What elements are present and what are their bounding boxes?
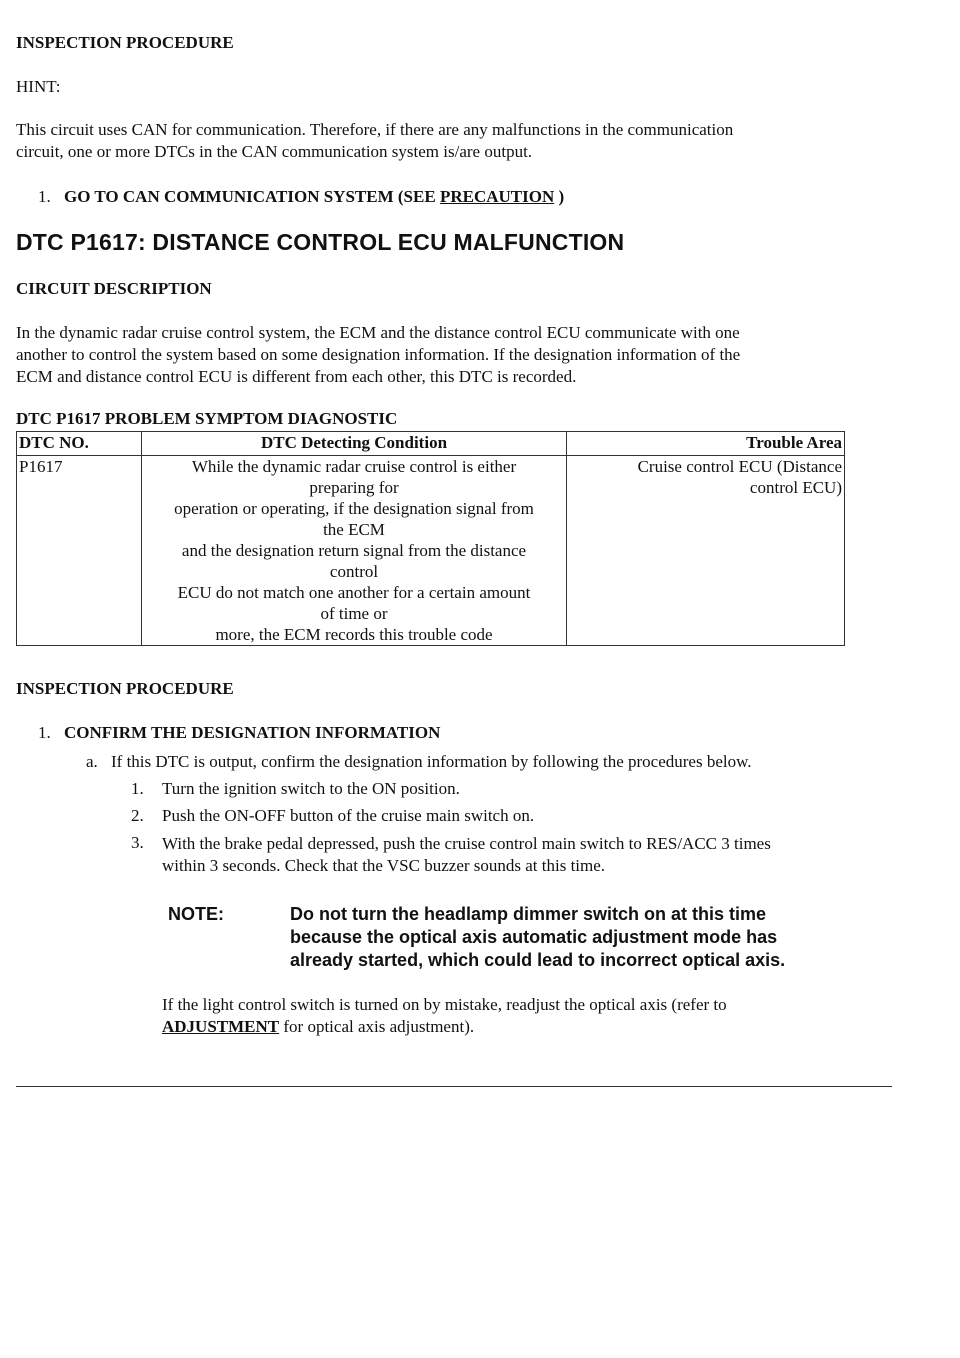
circuit-description-text — [16, 322, 740, 388]
condition-line: control — [329, 562, 379, 581]
circuit-description-heading: CIRCUIT DESCRIPTION — [16, 279, 212, 298]
trouble-area-line: Cruise control ECU (Distance — [637, 457, 842, 476]
step-suffix: ) — [554, 187, 565, 206]
condition-line: preparing for — [309, 478, 399, 497]
step-text: GO TO CAN COMMUNICATION SYSTEM (SEE — [64, 187, 440, 206]
list-item-number: 2. — [131, 806, 144, 825]
cell-detecting-condition — [142, 456, 567, 646]
step-go-to-can — [64, 187, 564, 207]
circuit-text-line: another to control the system based on some designation information. If the designation information of the — [16, 345, 741, 364]
header-trouble-area: Trouble Area — [567, 432, 845, 456]
inspection-procedure-heading: INSPECTION PROCEDURE — [16, 33, 234, 52]
circuit-text-line: ECM and distance control ECU is different from each other, this DTC is recorded. — [16, 367, 577, 386]
condition-line: more, the ECM records this trouble code — [215, 625, 493, 644]
after-note-text — [162, 994, 727, 1038]
condition-line: of time or — [320, 604, 388, 623]
condition-line: the ECM — [323, 520, 385, 539]
condition-line: While the dynamic radar cruise control is either — [191, 457, 517, 476]
list-item: Turn the ignition switch to the ON position. — [162, 779, 460, 798]
after-note-line-2 — [162, 1016, 727, 1038]
step-confirm-designation: CONFIRM THE DESIGNATION INFORMATION — [64, 723, 441, 742]
after-note-line: If the light control switch is turned on by mistake, readjust the optical axis (refer to — [162, 995, 727, 1014]
sub-step-a-label: a. — [86, 752, 98, 771]
precaution-link[interactable]: PRECAUTION — [439, 187, 555, 206]
note-line: because the optical axis automatic adjustment mode has — [290, 927, 778, 947]
table-header-row — [17, 432, 845, 456]
sub-step-a-text: If this DTC is output, confirm the designation information by following the procedures below. — [111, 752, 752, 771]
header-dtc-no: DTC NO. — [17, 432, 142, 456]
note-line: already started, which could lead to incorrect optical axis. — [290, 950, 786, 970]
bottom-divider — [16, 1086, 892, 1087]
condition-line: operation or operating, if the designation signal from — [174, 499, 534, 518]
adjustment-link[interactable]: ADJUSTMENT — [162, 1017, 280, 1036]
hint-text-line: circuit, one or more DTCs in the CAN communication system is/are output. — [16, 142, 533, 161]
dtc-table — [16, 431, 845, 646]
after-note-suffix: for optical axis adjustment). — [279, 1017, 475, 1036]
step-number: 1. — [38, 187, 51, 206]
note-label: NOTE: — [168, 904, 224, 924]
hint-label: HINT: — [16, 77, 61, 96]
hint-text — [16, 119, 733, 163]
list-item-number: 3. — [131, 833, 144, 852]
cell-dtc-no: P1617 — [17, 456, 142, 646]
inspection-procedure-heading-2: INSPECTION PROCEDURE — [16, 679, 234, 698]
list-item — [162, 833, 771, 877]
hint-text-line: This circuit uses CAN for communication. Therefore, if there are any malfunctions in the communication — [16, 120, 734, 139]
circuit-text-line: In the dynamic radar cruise control system, the ECM and the distance control ECU communicate with one — [16, 323, 740, 342]
list-item-line: With the brake pedal depressed, push the cruise control main switch to RES/ACC 3 times — [162, 834, 771, 853]
trouble-area-line: control ECU) — [749, 478, 842, 497]
list-item-number: 1. — [131, 779, 144, 798]
step-number-2: 1. — [38, 723, 51, 742]
dtc-title: DTC P1617: DISTANCE CONTROL ECU MALFUNCTION — [16, 229, 625, 255]
cell-trouble-area — [567, 456, 845, 646]
condition-line: ECU do not match one another for a certain amount — [177, 583, 531, 602]
list-item-line: within 3 seconds. Check that the VSC buzzer sounds at this time. — [162, 856, 606, 875]
condition-line: and the designation return signal from the distance — [181, 541, 527, 560]
table-caption: DTC P1617 PROBLEM SYMPTOM DIAGNOSTIC — [16, 409, 398, 428]
list-item: Push the ON-OFF button of the cruise main switch on. — [162, 806, 535, 825]
table-row — [17, 456, 845, 646]
header-detecting-condition: DTC Detecting Condition — [142, 432, 567, 456]
note-text — [290, 903, 785, 972]
note-line: Do not turn the headlamp dimmer switch on at this time — [290, 904, 767, 924]
